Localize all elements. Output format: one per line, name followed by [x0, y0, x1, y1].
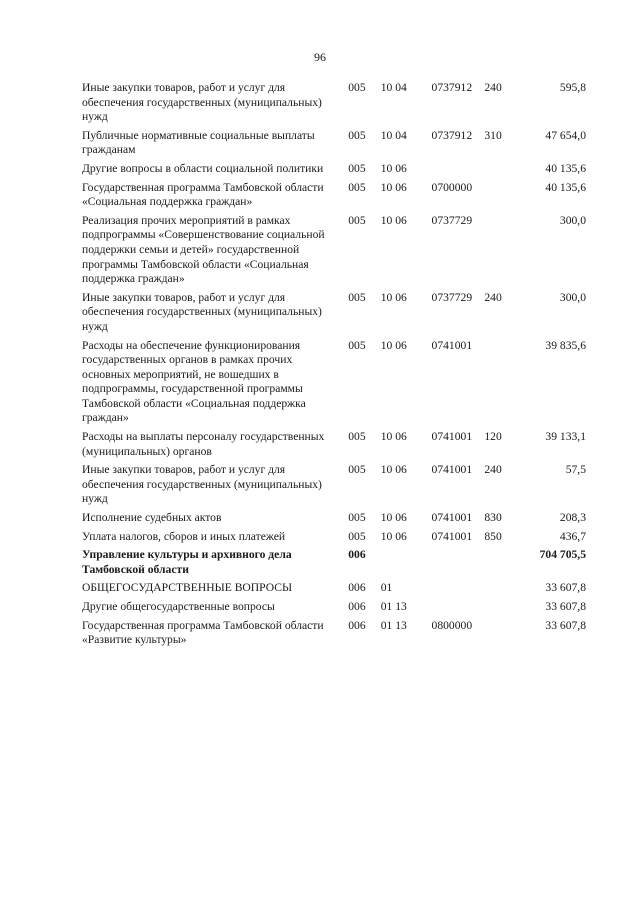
row-ministry-code: 006	[348, 618, 366, 632]
row-amount: 33 607,8	[545, 618, 586, 632]
table-row	[82, 129, 586, 162]
row-target-article	[432, 600, 485, 619]
row-section-code: 10 04	[380, 128, 407, 142]
row-name: Государственная программа Тамбовской области «Развитие культуры»	[82, 618, 324, 647]
row-name: ОБЩЕГОСУДАРСТВЕННЫЕ ВОПРОСЫ	[82, 581, 293, 595]
row-amount: 33 607,8	[545, 600, 586, 613]
row-expense-type: 120	[484, 430, 502, 444]
row-section-code: 01 13	[380, 600, 407, 613]
row-expense-type: 310	[484, 128, 502, 142]
row-section-code: 10 06	[380, 511, 407, 525]
row-ministry-code: 005	[348, 463, 366, 477]
row-section-code: 10 04	[380, 81, 407, 94]
row-section-code: 10 06	[380, 290, 407, 304]
row-amount: 208,3	[559, 511, 586, 525]
row-expense-type: 830	[484, 511, 502, 525]
row-ministry-code: 006	[348, 600, 366, 613]
table-row	[82, 548, 586, 581]
table-row	[82, 214, 586, 291]
row-section-code: 10 06	[380, 430, 407, 444]
row-amount: 704 705,5	[539, 548, 586, 562]
row-amount: 39 835,6	[545, 338, 586, 352]
row-expense-type: 240	[484, 290, 502, 304]
row-expense-type: 240	[484, 81, 502, 94]
row-section-code: 10 06	[380, 463, 407, 477]
row-ministry-code: 005	[348, 128, 366, 142]
table-row	[82, 530, 586, 549]
row-name: Государственная программа Тамбовской области «Социальная поддержка граждан»	[82, 180, 324, 209]
row-target-article: 0741001	[431, 529, 473, 543]
row-section-code: 10 06	[380, 180, 407, 194]
row-expense-type	[484, 162, 514, 181]
row-amount: 47 654,0	[545, 128, 586, 142]
row-ministry-code: 005	[348, 511, 366, 525]
row-target-article: 0741001	[431, 338, 473, 352]
row-name: Публичные нормативные социальные выплаты гражданам	[82, 128, 315, 157]
row-target-article	[432, 548, 485, 581]
row-section-code: 10 06	[380, 213, 407, 227]
row-target-article	[432, 581, 485, 600]
row-target-article: 0741001	[431, 463, 473, 477]
row-name: Иные закупки товаров, работ и услуг для обеспечения государственных (муниципальных) нужд	[82, 463, 322, 506]
row-target-article: 0737729	[431, 290, 473, 304]
row-target-article: 0737912	[431, 81, 473, 94]
row-name: Исполнение судебных актов	[82, 511, 222, 525]
row-section-code: 01 13	[380, 618, 407, 632]
row-amount: 300,0	[559, 213, 586, 227]
row-target-article: 0800000	[431, 618, 473, 632]
table-row	[82, 430, 586, 463]
row-name: Другие общегосударственные вопросы	[82, 600, 275, 613]
row-name: Иные закупки товаров, работ и услуг для обеспечения государственных (муниципальных) нужд	[82, 290, 322, 333]
row-ministry-code: 005	[348, 180, 366, 194]
row-name: Расходы на выплаты персоналу государственных (муниципальных) органов	[82, 430, 325, 458]
row-expense-type	[484, 600, 514, 619]
row-target-article	[432, 162, 485, 181]
row-amount: 595,8	[559, 81, 586, 94]
row-target-article: 0737912	[431, 128, 473, 142]
budget-table	[82, 81, 586, 652]
row-name: Реализация прочих мероприятий в рамках подпрограммы «Совершенствование социальной поддержки семьи и детей» государственной программы Тамбовской области «Социальная поддержка граждан»	[82, 213, 325, 286]
row-ministry-code: 005	[348, 290, 366, 304]
row-amount: 33 607,8	[545, 581, 586, 595]
row-ministry-code: 005	[348, 81, 366, 94]
row-target-article: 0741001	[431, 511, 473, 525]
row-name: Расходы на обеспечение функционирования государственных органов в рамках прочих основных мероприятий, не вошедших в подпрограммы, государственной программы Тамбовской области «Социальная поддержка граждан»	[82, 338, 306, 425]
row-expense-type: 240	[484, 463, 502, 477]
table-row	[82, 81, 586, 129]
row-ministry-code: 005	[348, 529, 366, 543]
row-amount: 57,5	[565, 463, 586, 477]
row-expense-type: 850	[484, 529, 502, 543]
row-section-code: 01	[380, 581, 393, 595]
row-target-article: 0741001	[431, 430, 473, 444]
row-section-code: 10 06	[380, 338, 407, 352]
table-row	[82, 619, 586, 652]
table-row	[82, 181, 586, 214]
table-row	[82, 291, 586, 339]
row-target-article: 0700000	[431, 180, 473, 194]
row-expense-type	[484, 619, 514, 652]
row-ministry-code: 006	[348, 581, 366, 595]
row-amount: 39 133,1	[545, 430, 586, 444]
table-row	[82, 511, 586, 530]
row-section-code: 10 06	[380, 161, 407, 175]
row-name: Иные закупки товаров, работ и услуг для обеспечения государственных (муниципальных) нужд	[82, 81, 322, 124]
row-expense-type	[484, 214, 514, 291]
page-number: 96	[314, 50, 326, 64]
row-amount: 40 135,6	[545, 161, 586, 175]
row-amount: 40 135,6	[545, 180, 586, 194]
row-name: Другие вопросы в области социальной политики	[82, 161, 324, 175]
row-ministry-code: 005	[348, 338, 366, 352]
row-ministry-code: 005	[348, 430, 366, 444]
table-row	[82, 581, 586, 600]
row-amount: 300,0	[559, 290, 586, 304]
table-row	[82, 162, 586, 181]
row-expense-type	[484, 181, 514, 214]
row-ministry-code: 006	[348, 548, 366, 562]
table-row	[82, 600, 586, 619]
row-expense-type	[484, 581, 514, 600]
row-amount: 436,7	[559, 529, 586, 543]
row-expense-type	[484, 339, 514, 431]
row-name: Уплата налогов, сборов и иных платежей	[82, 529, 286, 543]
row-target-article: 0737729	[431, 213, 473, 227]
row-name: Управление культуры и архивного дела Тамбовской области	[82, 548, 292, 576]
row-ministry-code: 005	[348, 213, 366, 227]
row-expense-type	[484, 548, 514, 581]
table-row	[82, 463, 586, 511]
row-section-code: 10 06	[380, 529, 407, 543]
row-section-code	[381, 548, 432, 581]
table-row	[82, 339, 586, 431]
row-ministry-code: 005	[348, 161, 366, 175]
